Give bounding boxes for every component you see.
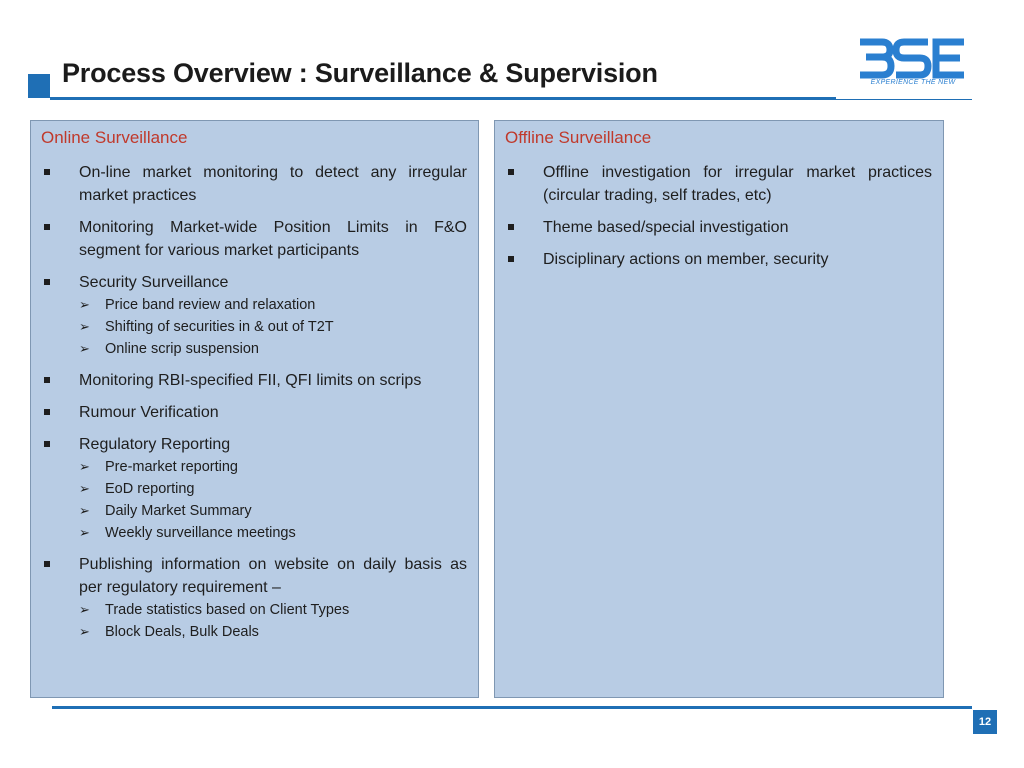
list-item	[495, 248, 943, 271]
sub-list-item-text: Online scrip suspension	[105, 341, 259, 357]
sub-list-item-text: Shifting of securities in & out of T2T	[105, 319, 334, 335]
sub-list-item-text: Trade statistics based on Client Types	[105, 602, 350, 618]
sub-list-item-text: Block Deals, Bulk Deals	[105, 624, 259, 640]
list-item-text: Offline investigation for irregular market practices (circular trading, self trades, etc)	[543, 164, 932, 204]
sub-list-item	[79, 478, 467, 500]
sub-list-item-text: Pre-market reporting	[105, 459, 238, 475]
sub-list-item	[79, 294, 467, 316]
sub-list-item	[79, 621, 467, 643]
arrow-bullet-icon: ➢	[79, 503, 90, 518]
bullet-list	[31, 161, 478, 652]
bullet-list	[495, 161, 943, 280]
list-item-text: Publishing information on website on daily basis as per regulatory requirement –	[79, 556, 467, 596]
list-item-text: Monitoring RBI-specified FII, QFI limits on scrips	[79, 372, 422, 389]
square-bullet-icon	[508, 224, 514, 230]
square-bullet-icon	[44, 279, 50, 285]
title-marker	[28, 74, 50, 98]
square-bullet-icon	[508, 169, 514, 175]
square-bullet-icon	[44, 441, 50, 447]
list-item	[31, 553, 478, 643]
list-item	[31, 271, 478, 360]
list-item-text: Rumour Verification	[79, 404, 219, 421]
page-number: 12	[973, 710, 997, 734]
list-item	[31, 401, 478, 424]
square-bullet-icon	[44, 377, 50, 383]
list-item	[495, 161, 943, 207]
list-item-text: On-line market monitoring to detect any irregular market practices	[79, 164, 467, 204]
arrow-bullet-icon: ➢	[79, 602, 90, 617]
square-bullet-icon	[44, 169, 50, 175]
panel-heading: Offline Surveillance	[505, 128, 652, 147]
arrow-bullet-icon: ➢	[79, 341, 90, 356]
list-item-text: Monitoring Market-wide Position Limits in F&O segment for various market participants	[79, 219, 467, 259]
sub-list-item	[79, 338, 467, 360]
sub-list-item	[79, 522, 467, 544]
list-item-text: Security Surveillance	[79, 274, 229, 291]
sub-list-item-text: Weekly surveillance meetings	[105, 525, 296, 541]
list-item	[31, 433, 478, 544]
title-underline-thin	[836, 99, 972, 100]
list-item	[495, 216, 943, 239]
list-item	[31, 216, 478, 262]
panel-heading: Online Surveillance	[41, 128, 188, 147]
arrow-bullet-icon: ➢	[79, 624, 90, 639]
sub-list-item	[79, 599, 467, 621]
page-title: Process Overview : Surveillance & Supervision	[62, 58, 658, 88]
square-bullet-icon	[508, 256, 514, 262]
sub-list-item-text: EoD reporting	[105, 481, 195, 497]
list-item-text: Regulatory Reporting	[79, 436, 231, 453]
arrow-bullet-icon: ➢	[79, 319, 90, 334]
list-item-text: Theme based/special investigation	[543, 219, 789, 236]
sub-list-item	[79, 500, 467, 522]
title-underline	[50, 97, 836, 100]
list-item-text: Disciplinary actions on member, security	[543, 251, 829, 268]
arrow-bullet-icon: ➢	[79, 297, 90, 312]
arrow-bullet-icon: ➢	[79, 481, 90, 496]
square-bullet-icon	[44, 409, 50, 415]
sub-list-item-text: Daily Market Summary	[105, 503, 252, 519]
sub-list-item-text: Price band review and relaxation	[105, 297, 316, 313]
online-surveillance-panel	[30, 120, 479, 698]
logo-tagline: EXPERIENCE THE NEW	[870, 79, 956, 86]
offline-surveillance-panel	[494, 120, 944, 698]
sub-list-item	[79, 316, 467, 338]
sub-list-item	[79, 456, 467, 478]
arrow-bullet-icon: ➢	[79, 459, 90, 474]
list-item	[31, 369, 478, 392]
arrow-bullet-icon: ➢	[79, 525, 90, 540]
footer-rule	[52, 706, 972, 709]
square-bullet-icon	[44, 561, 50, 567]
list-item	[31, 161, 478, 207]
square-bullet-icon	[44, 224, 50, 230]
